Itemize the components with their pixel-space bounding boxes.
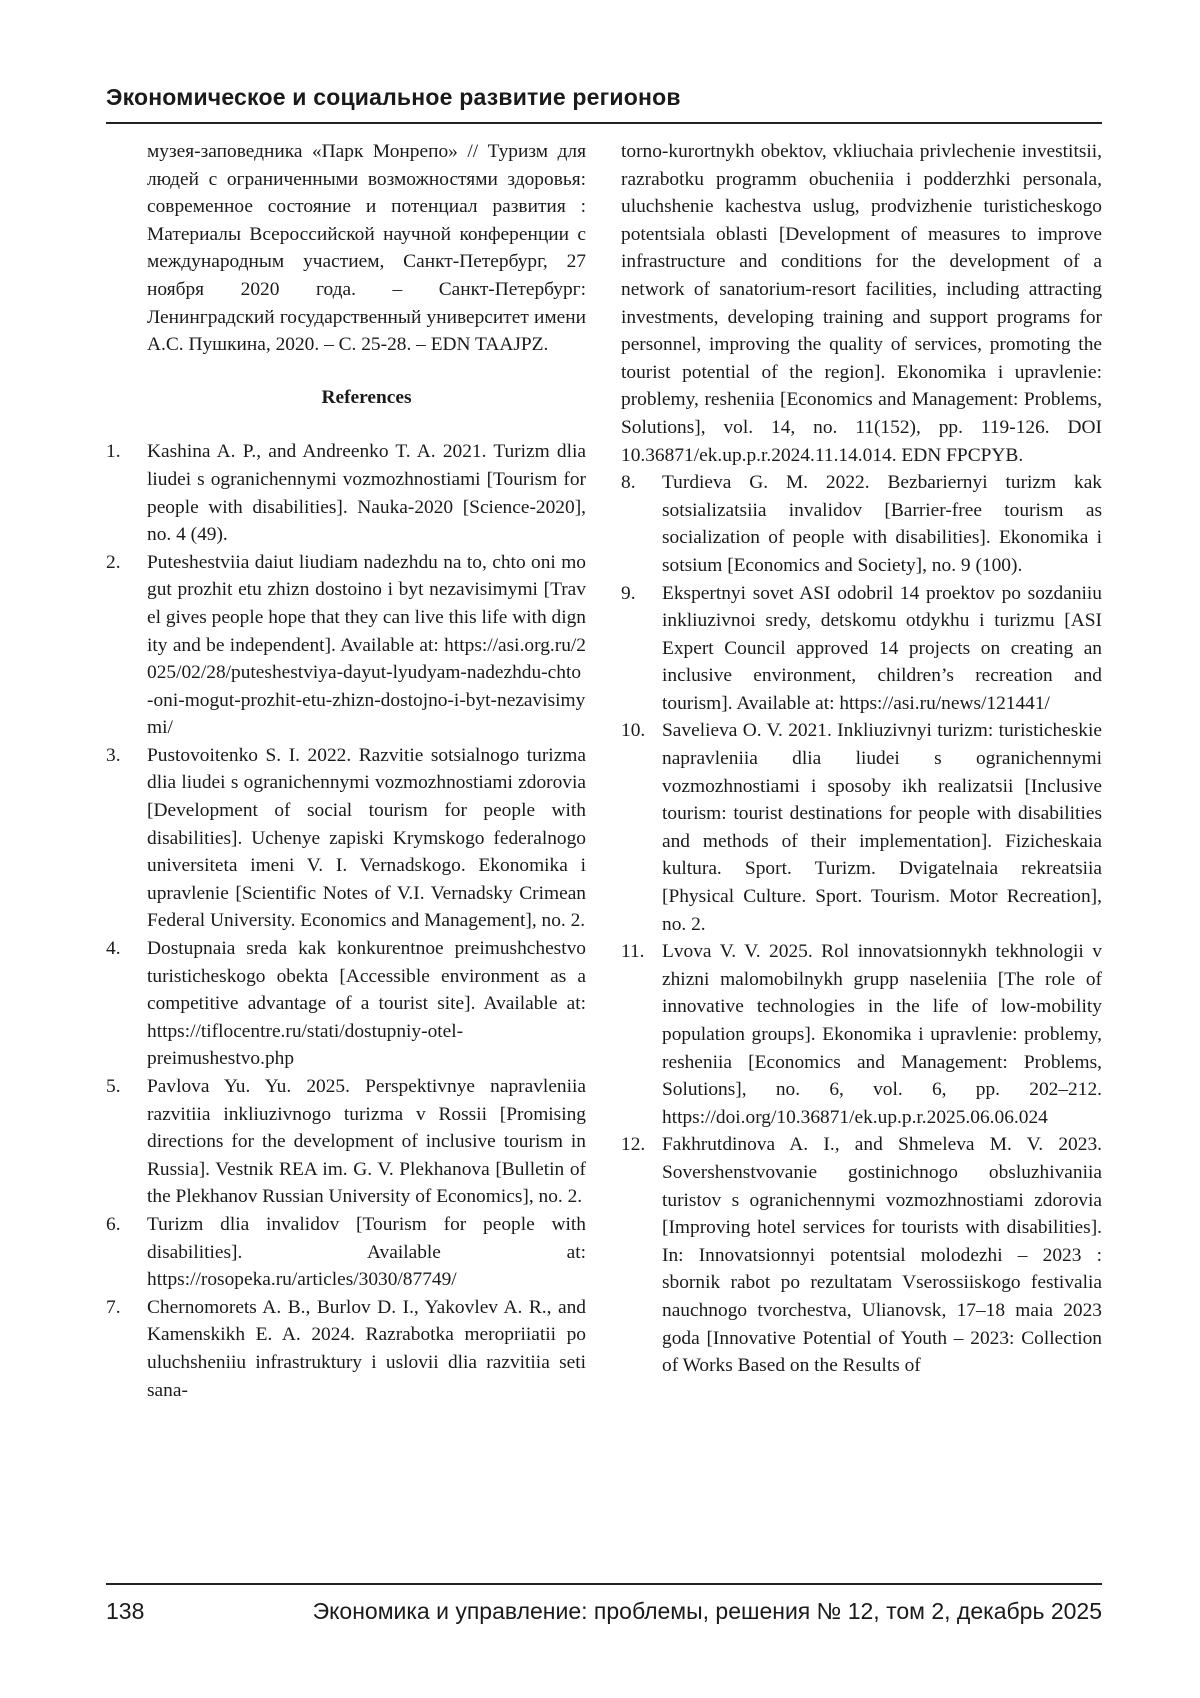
- reference-item: [621, 1131, 1102, 1379]
- journal-page: [0, 0, 1200, 1698]
- reference-text: Turdieva G. M. 2022. Bezbariernyi turizm kak sotsializatsiia invalidov [Barrier-free tourism as socialization of people with disabilities]. Ekonomika i sotsium [Economics and Society], no. 9 (100).: [662, 472, 1102, 576]
- reference-item: [621, 469, 1102, 579]
- header-rule: [106, 122, 1102, 124]
- reference-text: Fakhrutdinova A. I., and Shmeleva M. V. 2023. Sovershenstvovanie gostinichnogo obsluzhivaniia turistov s ogranichennymi vozmozhnostiami zdorovia [Improving hotel services for tourists with disabilities]. In: Innovatsionnyi potentsial molodezhi – 2023 : sbornik rabot po rezultatam Vserossiiskogo festivalia nauchnogo tvorchestva, Ulianovsk, 17–18 maia 2023 goda [Innovative Potential of Youth – 2023: Collection of Works Based on the Results of: [662, 1134, 1102, 1376]
- reference-number: 1.: [106, 438, 121, 466]
- reference-text: Turizm dlia invalidov [Tourism for people with disabilities]. Available at: https://rosopeka.ru/articles/3030/87749/: [147, 1214, 586, 1290]
- reference-number: 3.: [106, 742, 121, 770]
- reference-text: Lvova V. V. 2025. Rol innovatsionnykh tekhnologii v zhizni malomobilnykh grupp naseleniia [The role of innovative technologies in the life of low-mobility population groups]. Ekonomika i upravlenie: problemy, resheniia [Economics and Management: Problems, Solutions], no. 6, vol. 6, pp. 202–212. https://doi.org/10.36871/ek.up.p.r.2025.06.06.024: [662, 941, 1102, 1128]
- page-number: 138: [106, 1598, 144, 1625]
- reference-number: 10.: [621, 717, 645, 745]
- reference-number: 8.: [621, 469, 636, 497]
- reference-text: Kashina A. P., and Andreenko T. A. 2021. Turizm dlia liudei s ogranichennymi vozmozhnostiami [Tourism for people with disabilities]. Nauka-2020 [Science-2020], no. 4 (49).: [147, 441, 586, 545]
- reference-item: [106, 935, 586, 1073]
- journal-title: Экономика и управление: проблемы, решения № 12, том 2, декабрь 2025: [313, 1598, 1102, 1625]
- reference-item: [106, 1211, 586, 1294]
- reference-number: 4.: [106, 935, 121, 963]
- reference-text: Puteshestviia daiut liudiam nadezhdu na to, chto oni mogut prozhit etu zhizn dostoino i byt nezavisimymi [Travel gives people hope that they can live this life with dignity and be independent]. Available at: https://asi.org.ru/2025/02/28/puteshestviya-dayut-lyudyam-nadezhdu-chto-oni-mogut-prozhit-etu-zhizn-dostojno-i-byt-nezavisimymi/: [147, 552, 586, 739]
- reference-item: [621, 938, 1102, 1131]
- continued-reference-text: torno-kurortnykh obektov, vkliuchaia privlechenie investitsii, razrabotku programm obucheniia i podderzhki personala, uluchshenie kachestva uslug, prodvizhenie turisticheskogo potentsiala oblasti [Development of measures to improve infrastructure and conditions for the development of a network of sanatorium-resort facilities, including attracting investments, developing training and support programs for personnel, improving the quality of services, promoting the tourist potential of the region]. Ekonomika i upravlenie: problemy, resheniia [Economics and Management: Problems, Solutions], vol. 14, no. 11(152), pp. 119-126. DOI 10.36871/ek.up.p.r.2024.11.14.014. EDN FPCPYB.: [621, 138, 1102, 469]
- reference-number: 5.: [106, 1073, 121, 1101]
- reference-number: 9.: [621, 580, 636, 608]
- reference-item: [106, 438, 586, 548]
- continued-reference-text: музея-заповедника «Парк Монрепо» // Туризм для людей с ограниченными возможностями здоровья: современное состояние и потенциал развития : Материалы Всероссийской научной конференции с международным участием, Санкт-Петербург, 27 ноября 2020 года. – Санкт-Петербург: Ленинградский государственный университет имени А.С. Пушкина, 2020. – С. 25-28. – EDN TAAJPZ.: [147, 138, 586, 359]
- reference-text: Pavlova Yu. Yu. 2025. Perspektivnye napravleniia razvitiia inkliuzivnogo turizma v Rossii [Promising directions for the development of inclusive tourism in Russia]. Vestnik REA im. G. V. Plekhanova [Bulletin of the Plekhanov Russian University of Economics], no. 2.: [147, 1076, 586, 1207]
- reference-number: 11.: [621, 938, 645, 966]
- reference-text: Chernomorets A. B., Burlov D. I., Yakovlev A. R., and Kamenskikh E. A. 2024. Razrabotka meropriiatii po uluchsheniiu infrastruktury i uslovii dlia razvitiia seti sana-: [147, 1297, 586, 1401]
- left-column: [106, 138, 586, 1404]
- reference-number: 6.: [106, 1211, 121, 1239]
- reference-text: Savelieva O. V. 2021. Inkliuzivnyi turizm: turisticheskie napravleniia dlia liudei s ogranichennymi vozmozhnostiami i sposoby ikh realizatsii [Inclusive tourism: tourist destinations for people with disabilities and methods of their implementation]. Fizicheskaia kultura. Sport. Turizm. Dvigatelnaia rekreatsiia [Physical Culture. Sport. Tourism. Motor Recreation], no. 2.: [662, 720, 1102, 934]
- reference-item: [106, 549, 586, 742]
- running-header: Экономическое и социальное развитие регионов: [106, 84, 1102, 111]
- reference-text: Pustovoitenko S. I. 2022. Razvitie sotsialnogo turizma dlia liudei s ogranichennymi vozmozhnostiami zdorovia [Development of social tourism for people with disabilities]. Uchenye zapiski Krymskogo federalnogo universiteta imeni V. I. Vernadskogo. Ekonomika i upravlenie [Scientific Notes of V.I. Vernadsky Crimean Federal University. Economics and Management], no. 2.: [147, 745, 586, 932]
- reference-item: [106, 1073, 586, 1211]
- reference-item: [106, 1294, 586, 1404]
- reference-list: [662, 469, 1102, 1380]
- reference-text: Ekspertnyi sovet ASI odobril 14 proektov po sozdaniiu inkliuzivnoi sredy, detskomu otdykhu i turizmu [ASI Expert Council approved 14 projects on creating an inclusive environment, children’s recreation and tourism]. Available at: https://asi.ru/news/121441/: [662, 583, 1102, 714]
- reference-item: [106, 742, 586, 935]
- right-column: [621, 138, 1102, 1380]
- reference-text: Dostupnaia sreda kak konkurentnoe preimushchestvo turisticheskogo obekta [Accessible environment as a competitive advantage of a tourist site]. Available at: https://tiflocentre.ru/stati/dostupniy-otel-preimushestvo.php: [147, 938, 586, 1069]
- reference-number: 7.: [106, 1294, 121, 1322]
- reference-number: 12.: [621, 1131, 645, 1159]
- reference-item: [621, 580, 1102, 718]
- reference-item: [621, 717, 1102, 938]
- footer-rule: [106, 1583, 1102, 1585]
- references-heading: References: [147, 384, 586, 412]
- reference-number: 2.: [106, 549, 121, 577]
